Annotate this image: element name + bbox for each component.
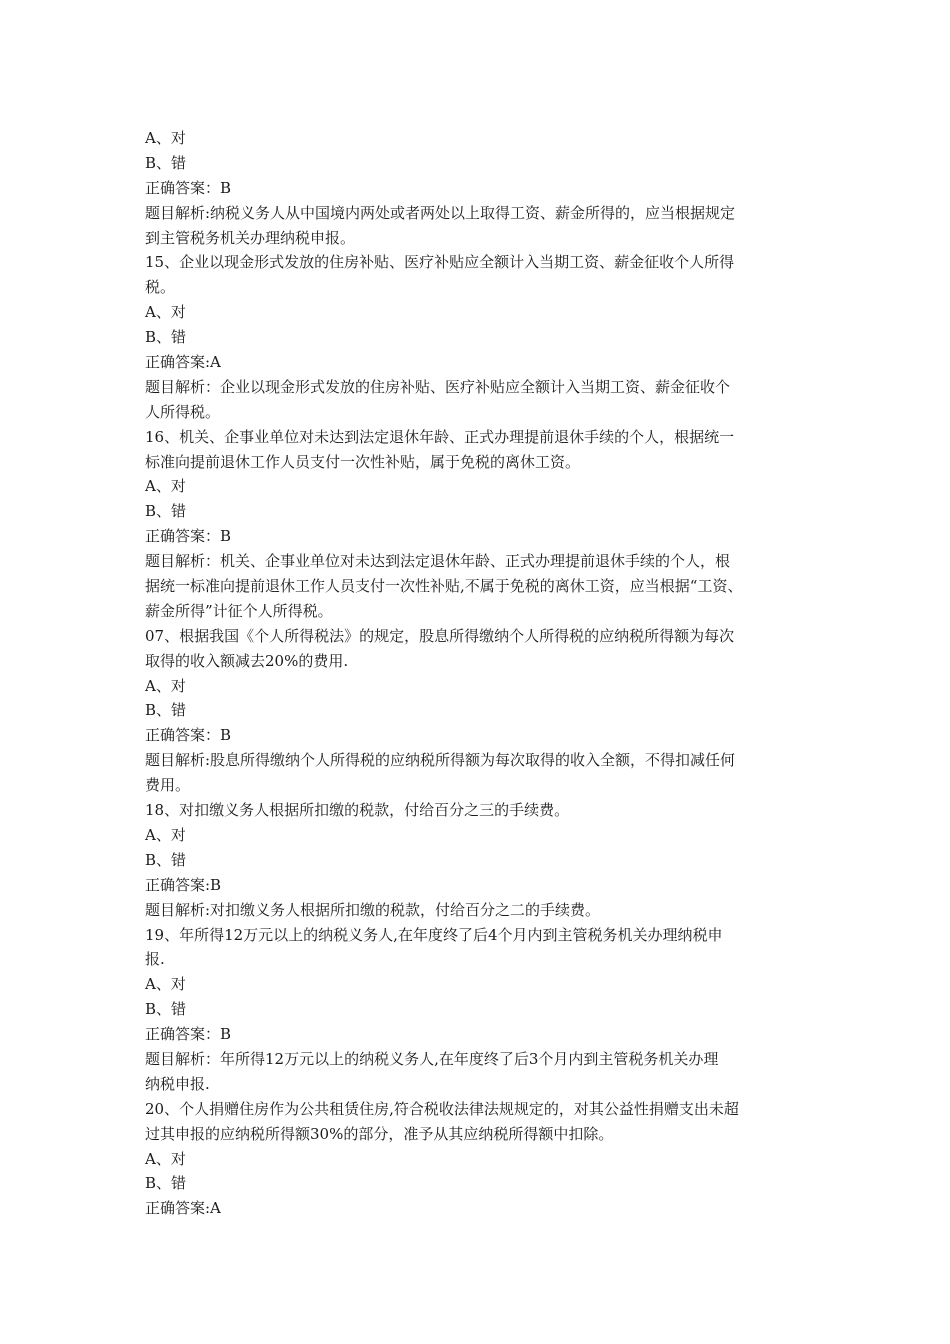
text-line: 费用。 <box>145 776 191 795</box>
text-line: B、错 <box>145 1174 187 1193</box>
text-line: 20、个人捐赠住房作为公共租赁住房,符合税收法律法规规定的，对其公益性捐赠支出未超 <box>145 1099 739 1118</box>
text-line: 正确答案：B <box>145 527 232 546</box>
text-line: A、对 <box>145 975 186 994</box>
text-line: 到主管税务机关办理纳税申报。 <box>145 228 356 247</box>
text-line: 题目解析：年所得12万元以上的纳税义务人,在年度终了后3个月内到主管税务机关办理 <box>145 1049 719 1068</box>
text-line: A、对 <box>145 825 186 844</box>
text-line: 薪金所得”计征个人所得税。 <box>145 601 333 620</box>
text-line: B、错 <box>145 701 187 720</box>
text-line: 07、根据我国《个人所得税法》的规定，股息所得缴纳个人所得税的应纳税所得额为每次 <box>145 626 735 645</box>
document-page <box>145 126 825 1221</box>
text-line: B、错 <box>145 328 187 347</box>
text-line: B、错 <box>145 1000 187 1019</box>
text-line: 正确答案:A <box>145 353 221 372</box>
text-line: 据统一标准向提前退休工作人员支付一次性补贴,不属于免税的离休工资，应当根据“工资、 <box>145 577 743 596</box>
text-line: 人所得税。 <box>145 402 221 421</box>
text-line: A、对 <box>145 303 186 322</box>
text-line: 标准向提前退休工作人员支付一次性补贴，属于免税的离休工资。 <box>145 452 581 471</box>
text-line: 题目解析:股息所得缴纳个人所得税的应纳税所得额为每次取得的收入全额，不得扣减任何 <box>145 751 736 770</box>
text-line: 报. <box>145 950 165 969</box>
text-line: 纳税申报. <box>145 1074 210 1093</box>
text-line: 过其申报的应纳税所得额30%的部分，准予从其应纳税所得额中扣除。 <box>145 1124 614 1143</box>
text-line: A、对 <box>145 676 186 695</box>
text-line: 18、对扣缴义务人根据所扣缴的税款，付给百分之三的手续费。 <box>145 801 570 820</box>
text-line: A、对 <box>145 129 186 147</box>
text-line: A、对 <box>145 1149 186 1168</box>
text-line: 19、年所得12万元以上的纳税义务人,在年度终了后4个月内到主管税务机关办理纳税申 <box>145 925 723 944</box>
text-line: 题目解析:对扣缴义务人根据所扣缴的税款，付给百分之二的手续费。 <box>145 900 601 919</box>
text-line: 正确答案:A <box>145 1199 221 1218</box>
text-line: 正确答案：B <box>145 726 232 745</box>
text-line: 题目解析：机关、企事业单位对未达到法定退休年龄、正式办理提前退休手续的个人，根 <box>145 552 731 571</box>
text-line: 16、机关、企事业单位对未达到法定退休年龄、正式办理提前退休手续的个人，根据统一 <box>145 427 735 446</box>
text-line: 取得的收入额减去20%的费用. <box>145 651 349 670</box>
text-line: 正确答案：B <box>145 1025 232 1044</box>
text-line: 税。 <box>145 278 176 297</box>
text-line: B、错 <box>145 502 187 521</box>
text-line: B、错 <box>145 153 187 172</box>
text-line: 正确答案:B <box>145 875 222 894</box>
text-line: B、错 <box>145 850 187 869</box>
text-line: 15、企业以现金形式发放的住房补贴、医疗补贴应全额计入当期工资、薪金征收个人所得 <box>145 253 735 272</box>
text-line: 正确答案：B <box>145 178 232 197</box>
text-line: 题目解析:纳税义务人从中国境内两处或者两处以上取得工资、薪金所得的，应当根据规定 <box>145 203 736 222</box>
text-line: 题目解析：企业以现金形式发放的住房补贴、医疗补贴应全额计入当期工资、薪金征收个 <box>145 377 731 396</box>
text-line: A、对 <box>145 477 186 496</box>
